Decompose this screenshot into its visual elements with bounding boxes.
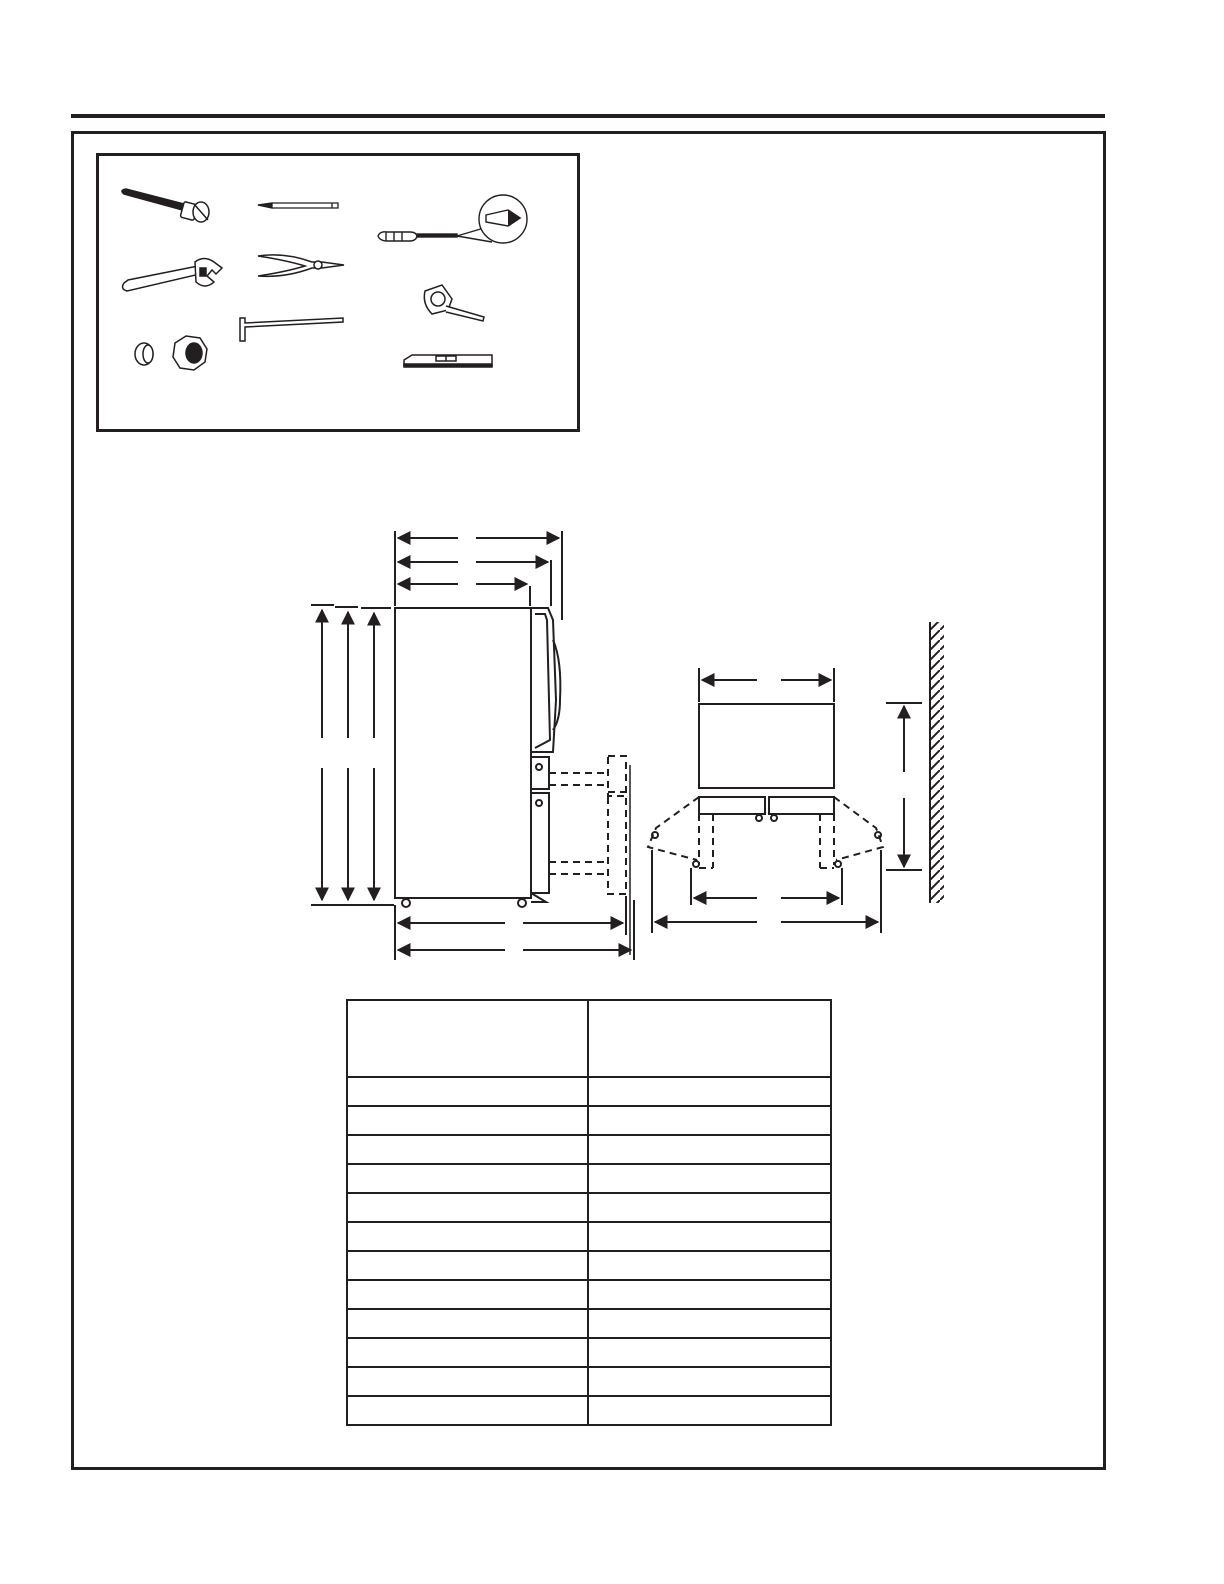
table-cell	[347, 1396, 588, 1425]
dimensions-table	[346, 999, 832, 1426]
table-row	[347, 1280, 831, 1309]
level-icon	[404, 355, 492, 367]
refrigerator-cabinet	[395, 608, 531, 898]
table-header-row	[347, 1000, 831, 1077]
table-row	[347, 1135, 831, 1164]
table-cell	[588, 1396, 831, 1425]
table-row	[347, 1367, 831, 1396]
top-view-diagram	[648, 622, 930, 933]
pliers-icon	[258, 255, 344, 276]
table-cell	[588, 1222, 831, 1251]
table-row	[347, 1338, 831, 1367]
table-cell	[588, 1164, 831, 1193]
socket-wrench-icon	[122, 189, 209, 222]
table-header-cell	[347, 1000, 588, 1077]
table-cell	[588, 1338, 831, 1367]
table-cell	[588, 1251, 831, 1280]
table-row	[347, 1164, 831, 1193]
adjustable-wrench-icon	[123, 259, 222, 292]
table-cell	[347, 1135, 588, 1164]
table-header-cell	[588, 1000, 831, 1077]
table-row	[347, 1077, 831, 1106]
table-cell	[347, 1367, 588, 1396]
table-cell	[588, 1367, 831, 1396]
table-cell	[347, 1222, 588, 1251]
table-cell	[588, 1280, 831, 1309]
table-cell	[347, 1077, 588, 1106]
table-row	[347, 1396, 831, 1425]
wall-hatch	[930, 622, 944, 903]
table-cell	[347, 1251, 588, 1280]
table-cell	[588, 1135, 831, 1164]
table-cell	[347, 1193, 588, 1222]
table-row	[347, 1193, 831, 1222]
table-row	[347, 1106, 831, 1135]
tape-measure-icon	[424, 285, 484, 321]
table-row	[347, 1251, 831, 1280]
table-row	[347, 1222, 831, 1251]
table-cell	[588, 1106, 831, 1135]
refrigerator-top-view	[699, 704, 834, 788]
table-cell	[588, 1309, 831, 1338]
table-cell	[347, 1280, 588, 1309]
table-cell	[347, 1164, 588, 1193]
table-cell	[588, 1193, 831, 1222]
table-row	[347, 1309, 831, 1338]
phillips-screwdriver-icon	[378, 195, 527, 243]
table-cell	[347, 1309, 588, 1338]
compression-fitting-icon	[135, 336, 207, 370]
table-cell	[347, 1338, 588, 1367]
allen-wrench-icon	[240, 318, 343, 341]
table-cell	[588, 1077, 831, 1106]
table-cell	[347, 1106, 588, 1135]
pencil-icon	[258, 203, 338, 208]
side-view-diagram	[311, 531, 634, 960]
